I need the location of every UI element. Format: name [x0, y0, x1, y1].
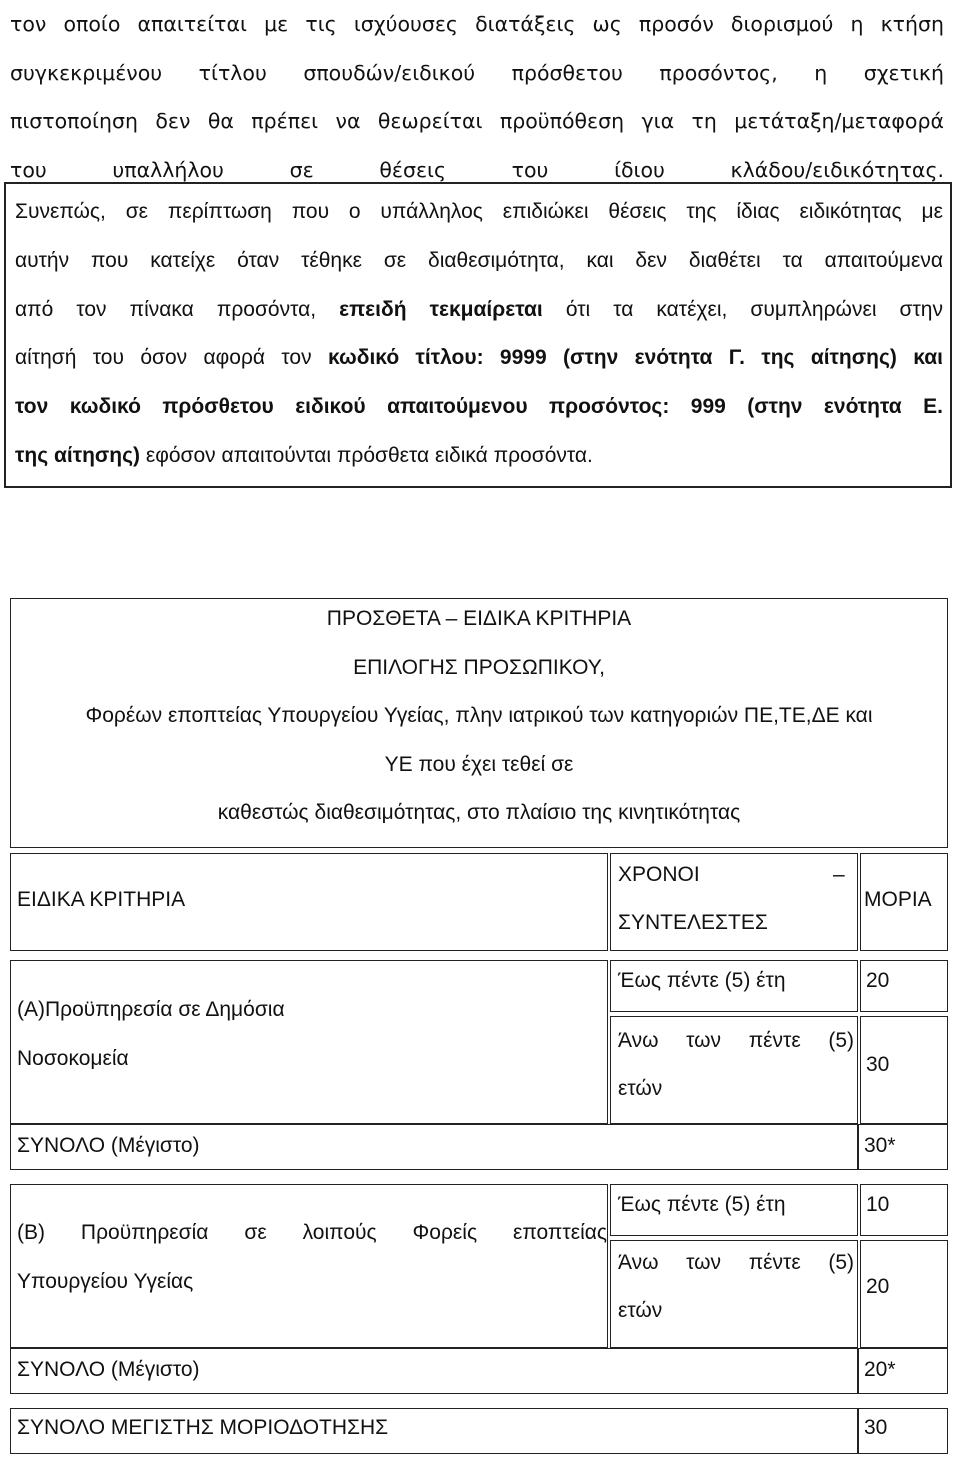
note-line-3: [15, 286, 943, 335]
group-b-row1-years-label: Έως πέντε (5) έτη: [618, 1193, 786, 1216]
note-text-bold: τον κωδικό πρόσθετου ειδικού απαιτούμενου προσόντος: 999 (στην ενότητα Ε.: [15, 395, 943, 419]
group-b-row2-years: [610, 1240, 858, 1348]
group-b-total-points: [858, 1348, 948, 1394]
group-b-row2-points: [860, 1240, 948, 1348]
group-a-label-2: Νοσοκομεία: [17, 1047, 129, 1070]
group-b-row2-years-label-2: ετών: [618, 1299, 663, 1322]
note-text-plain: ότι τα κατέχει, συμπληρώνει στην: [565, 297, 943, 321]
intro-line: του υπαλλήλου σε θέσεις του ίδιου κλάδου/ειδικότητας.: [10, 157, 944, 182]
group-a-total-points: [858, 1124, 948, 1170]
col-header-criteria-label: ΕΙΔΙΚΑ ΚΡΙΤΗΡΙΑ: [17, 888, 186, 911]
intro-paragraph: [10, 0, 944, 194]
table-title-line: ΥΕ που έχει τεθεί σε: [384, 752, 574, 776]
group-a-total-label: ΣΥΝΟΛΟ (Μέγιστο): [17, 1134, 200, 1157]
note-text-plain: αίτησή του όσον αφορά τον: [15, 346, 312, 370]
col-header-points: [860, 853, 948, 951]
note-text-bold: επειδή τεκμαίρεται: [339, 297, 543, 321]
note-text-plain: εφόσον απαιτούνται πρόσθετα ειδικά προσόντα.: [145, 443, 593, 467]
group-a-row2-years: [610, 1016, 858, 1124]
note-text: [15, 188, 943, 481]
table-title-line: Φορέων εποπτείας Υπουργείου Υγείας, πλην ιατρικού των κατηγοριών ΠΕ,ΤΕ,ΔΕ και: [85, 704, 873, 728]
col-header-criteria: [10, 853, 608, 951]
group-a-row1-years: [610, 960, 858, 1012]
group-b-row2-years-label: Άνω των πέντε (5): [618, 1251, 854, 1274]
table-title-line: καθεστώς διαθεσιμότητας, στο πλαίσιο της κινητικότητας: [217, 801, 741, 825]
group-a-row1-points-value: 20: [866, 969, 890, 992]
grand-total-points: [858, 1408, 948, 1454]
group-b-total-label: ΣΥΝΟΛΟ (Μέγιστο): [17, 1358, 200, 1381]
intro-line: πιστοποίηση δεν θα πρέπει να θεωρείται προϋπόθεση για τη μετάταξη/μεταφορά: [10, 109, 944, 133]
group-b-total: [10, 1348, 858, 1394]
note-line-2: αυτήν που κατείχε όταν τέθηκε σε διαθεσιμότητα, και δεν διαθέτει τα απαιτούμενα: [15, 248, 943, 272]
grand-total-points-value: 30: [864, 1416, 888, 1439]
group-b-label: (Β) Προϋπηρεσία σε λοιπούς Φορείς εποπτείας: [17, 1221, 607, 1244]
note-line-4: [15, 334, 943, 383]
group-a-row1-years-label: Έως πέντε (5) έτη: [618, 969, 786, 992]
group-a-total-points-value: 30*: [864, 1134, 896, 1157]
grand-total-label: ΣΥΝΟΛΟ ΜΕΓΙΣΤΗΣ ΜΟΡΙΟΔΟΤΗΣΗΣ: [17, 1416, 389, 1439]
intro-line: συγκεκριμένου τίτλου σπουδών/ειδικού πρόσθετου προσόντος, η σχετική: [10, 60, 944, 85]
grand-total: [10, 1408, 858, 1454]
table-title-line: ΕΠΙΛΟΓΗΣ ΠΡΟΣΩΠΙΚΟΥ,: [353, 655, 605, 679]
group-a-row2-years-label-2: ετών: [618, 1077, 663, 1100]
note-text-bold: κωδικό τίτλου: 9999 (στην ενότητα Γ. της αίτησης) και: [327, 346, 943, 370]
col-header-years-label: ΧΡΟΝΟΙ: [618, 863, 700, 886]
table-title-line: ΠΡΟΣΘΕΤΑ – ΕΙΔΙΚΑ ΚΡΙΤΗΡΙΑ: [326, 607, 632, 630]
group-b-row1-points: [860, 1184, 948, 1236]
group-a-criteria: [10, 960, 608, 1124]
note-line-1: Συνεπώς, σε περίπτωση που ο υπάλληλος επιδιώκει θέσεις της ίδιας ειδικότητας με: [15, 200, 943, 223]
col-header-years-label-2: ΣΥΝΤΕΛΕΣΤΕΣ: [618, 911, 768, 934]
note-line-5: [15, 383, 943, 432]
note-text-bold: της αίτησης): [15, 443, 141, 467]
group-b-criteria: [10, 1184, 608, 1348]
group-a-total: [10, 1124, 858, 1170]
group-b-row1-points-value: 10: [866, 1193, 890, 1216]
group-b-total-points-value: 20*: [864, 1358, 896, 1381]
group-b-row1-years: [610, 1184, 858, 1236]
note-text-plain: από τον πίνακα προσόντα,: [15, 297, 317, 321]
group-a-row2-points: [860, 1016, 948, 1124]
group-b-row2-points-value: 20: [866, 1275, 890, 1298]
table-title-block: [10, 598, 948, 848]
col-header-years: [610, 853, 858, 951]
group-a-row2-years-label: Άνω των πέντε (5): [618, 1029, 854, 1052]
intro-line: τον οποίο απαιτείται με τις ισχύουσες διατάξεις ως προσόν διορισμού η κτήση: [10, 12, 944, 36]
note-line-6: [15, 432, 943, 481]
group-a-row2-points-value: 30: [866, 1053, 890, 1076]
group-b-label-2: Υπουργείου Υγείας: [17, 1270, 194, 1293]
group-a-label: (Α)Προϋπηρεσία σε Δημόσια: [17, 998, 285, 1021]
col-header-years-dash: –: [833, 863, 845, 886]
group-a-row1-points: [860, 960, 948, 1012]
col-header-points-label: ΜΟΡΙΑ: [864, 888, 932, 911]
